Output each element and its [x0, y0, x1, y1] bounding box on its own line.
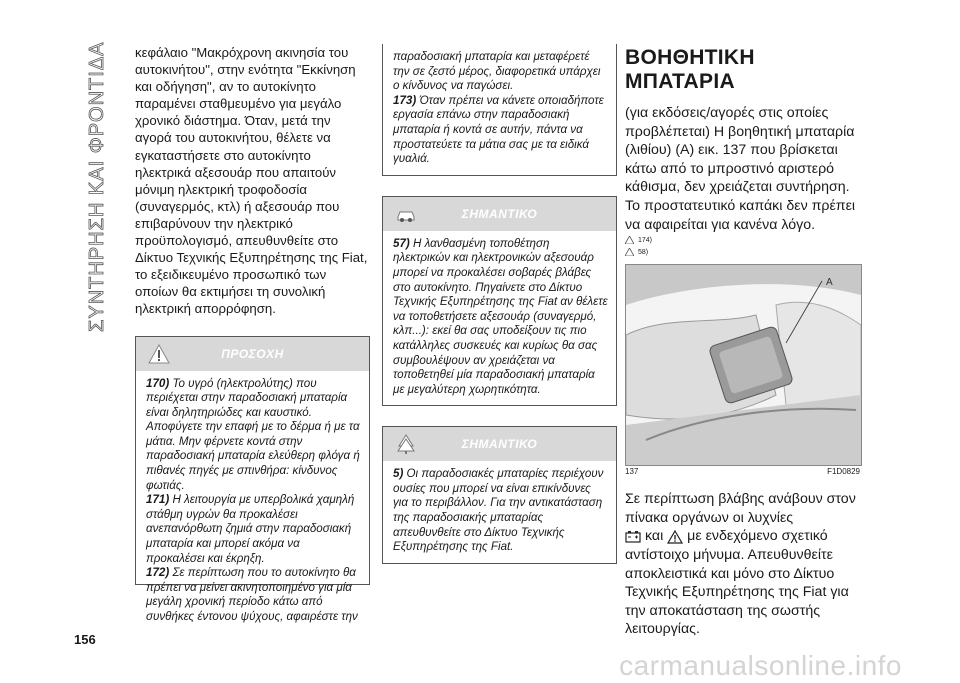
- warning-body: [136, 371, 369, 623]
- reference-number: 58): [638, 248, 649, 256]
- warning-header: [136, 337, 369, 371]
- section-title: ΒΟΗΘΗΤΙΚΗ ΜΠΑΤΑΡΙΑ: [625, 46, 755, 93]
- watermark: carmanualsonline.info: [0, 650, 960, 683]
- reference-number: 174): [638, 236, 653, 244]
- warning-title: ΠΡΟΣΟΧΗ: [221, 346, 284, 361]
- auxiliary-battery-paragraph: (για εκδόσεις/αγορές στις οποίες προβλέπεται) Η βοηθητική μπαταρία (λιθίου) (A) εικ. 137 που βρίσκεται κάτω από το μπροστινό αριστερό κάθισμα, δεν χρειάζεται συντήρηση. Το προστατευτικό καπάκι δεν πρέπει να αφαιρείται για κανένα λόγο.: [625, 105, 856, 233]
- column-1: [135, 44, 370, 623]
- warning-item: 170) Το υγρό (ηλεκτρολύτης) που περιέχεται στην παραδοσιακή μπαταρία είναι δηλητηριώδες και καυστικό. Αποφύγετε την επαφή με το δέρμα ή με τα μάτια. Μην φέρνετε κοντά στην παραδοσιακή μπαταρία ελεύθερη φλόγα ή πιθανές πηγές με σπινθήρα: κίνδυνος φωτιάς.: [146, 376, 360, 492]
- reference-line: [625, 246, 865, 258]
- important-item: 57) Η λανθασμένη τοποθέτηση ηλεκτρικών και ηλεκτρονικών αξεσουάρ μπορεί να προκαλέσει σοβαρές βλάβες στο αυτοκίνητο. Πηγαίνετε στο Δίκτυο Τεχνικής Εξυπηρέτησης της Fiat αν θέλετε να τοποθετήσετε αξεσουάρ (συναγερμό, κλπ...): εκεί θα σας υποδείξουν τις πιο κατάλληλες συσκευές και κυρίως θα σας συμβουλέψουν αν χρειάζεται να τοποθετηθεί μία παραδοσιακή μπαταρία με μεγαλύτερη χωρητικότητα.: [393, 236, 608, 396]
- important-body: [383, 231, 616, 406]
- important-item: 5) Οι παραδοσιακές μπαταρίες περιέχουν ουσίες που μπορεί να είναι επικίνδυνες για το περιβάλλον. Για την αντικατάσταση της παραδοσιακής μπαταρίας απευθυνθείτε στο Δίκτυο Τεχνικής Εξυπηρέτησης της Fiat.: [393, 467, 604, 554]
- important-title: ΣΗΜΑΝΤΙΚΟ: [461, 206, 538, 221]
- car-small-icon: [625, 248, 634, 256]
- battery-figure: [625, 264, 862, 466]
- warning-item: 171) Η λειτουργία με υπερβολικά χαμηλή στάθμη υγρών θα προκαλέσει ανεπανόρθωτη ζημιά στην παραδοσιακή μπαταρία και μπορεί ακόμα να προκαλέσει και έκρηξη.: [146, 493, 355, 565]
- warning-continuation-text: παραδοσιακή μπαταρία και μεταφέρετέ την σε ζεστό μέρος, διαφορετικά υπάρχει ο κίνδυνος να παγώσει.: [393, 50, 601, 93]
- important-box-1: [382, 196, 617, 407]
- warning-triangle-icon: [667, 530, 683, 544]
- intro-paragraph: κεφάλαιο "Μακρόχρονη ακινησία του αυτοκινήτου", στην ενότητα "Εκκίνηση και οδήγηση", αν το αυτοκίνητο παραμένει σταθμευμένο για μεγάλο χρονικό διάστημα. Όταν, μετά την αγορά του αυτοκινήτου, θέλετε να εγκαταστήσετε στο αυτοκίνητο ηλεκτρικά αξεσουάρ που απαιτούν μόνιμη ηλεκτρική τροφοδοσία (συναγερμός, κτλ) ή αξεσουάρ που επιβαρύνουν την ηλεκτρικό προϋπολογισμό, απευθυνθείτε στο Δίκτυο Τεχνικής Εξυπηρέτησης της Fiat, το εξειδικευμένο προσωπικό των οποίων θα εκτιμήσει τη συνολική ηλεκτρική απορρόφηση.: [135, 45, 368, 317]
- reference-line: [625, 234, 865, 246]
- warning-continuation-box: [382, 44, 617, 176]
- svg-text:A: A: [826, 277, 833, 289]
- important-title-2: ΣΗΜΑΝΤΙΚΟ: [461, 437, 538, 452]
- figure-caption: [625, 467, 860, 476]
- page-number: 156: [74, 632, 96, 647]
- important-body-2: [383, 461, 616, 563]
- warning-small-icon: [625, 236, 634, 244]
- battery-warning-icon: [625, 531, 641, 543]
- column-3: [625, 46, 865, 639]
- failure-paragraph: Σε περίπτωση βλάβης ανάβουν στον πίνακα οργάνων οι λυχνίες και με ενδεχόμενο σχετικό αντίστοιχο μήνυμα. Απευθυνθείτε αποκλειστικά και μόνο στο Δίκτυο Τεχνικής Εξυπηρέτησης της Fiat για την αποκατάσταση της σωστής λειτουργίας.: [625, 491, 856, 638]
- warning-item: 172) Σε περίπτωση που το αυτοκίνητο θα πρέπει να μείνει ακινητοποιημένο για μία μεγάλη χρονική περίοδο κάτω από συνθήκες έντονου ψύχους, αφαιρέστε την: [146, 566, 358, 623]
- figure-number: 137: [625, 467, 639, 477]
- important-header-2: [383, 427, 616, 461]
- warning-item: 173) Όταν πρέπει να κάνετε οποιαδήποτε εργασία επάνω στην παραδοσιακή μπαταρία ή κοντά σε αυτήν, πάντα να προστατεύετε τα μάτια σας με τα ειδικά γυαλιά.: [393, 93, 604, 166]
- side-section-title: ΣΥΝΤΗΡΗΣΗ ΚΑΙ ΦΡΟΝΤΙΔΑ: [86, 41, 108, 332]
- warning-box: [135, 336, 370, 623]
- important-header: [383, 197, 616, 231]
- warning-continuation-body: [383, 44, 616, 175]
- seat-battery-illustration: [626, 265, 861, 465]
- figure-code: F1D0829: [827, 467, 860, 477]
- column-2: [382, 44, 617, 564]
- important-box-2: [382, 426, 617, 564]
